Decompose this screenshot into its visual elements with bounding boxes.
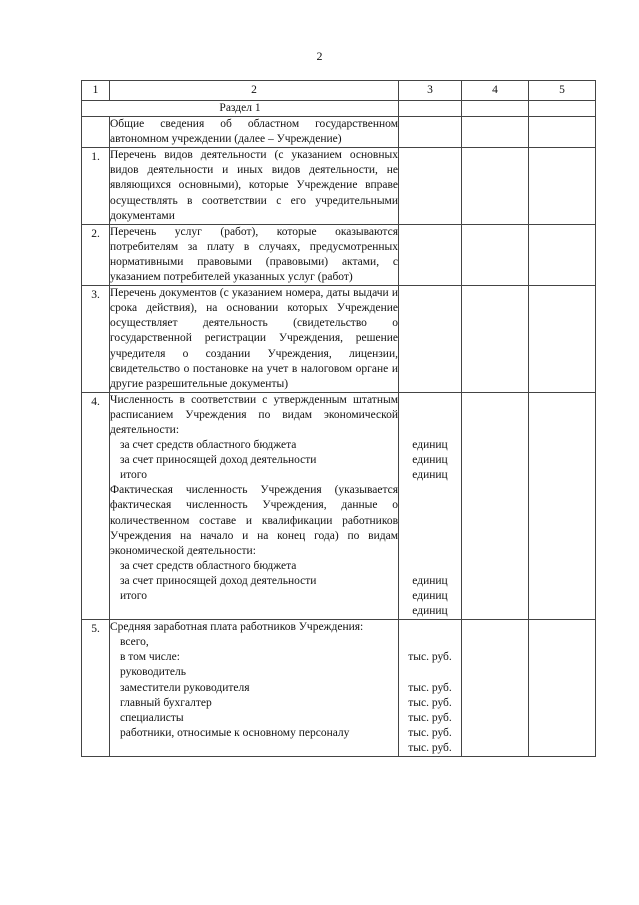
item-label: за счет приносящей доход деятельности: [120, 574, 317, 587]
table-row: [82, 286, 596, 393]
report-table: [81, 80, 596, 757]
row-number: 4.: [91, 395, 100, 408]
item-label: в том числе:: [120, 651, 180, 664]
unit-label: единиц: [412, 590, 448, 602]
item-label: за счет средств областного бюджета: [120, 439, 297, 452]
section-title: Раздел 1: [82, 101, 399, 117]
row-intro-secondary: Фактическая численность Учреждения (указывается фактическая численность Учреждения, данные о количественном составе и квалификации работников Учреждения на начало и на конец года) по видам экономической деятельности:: [110, 484, 398, 557]
column-header: 3: [399, 81, 462, 101]
table-row: [82, 392, 596, 619]
general-info-text: Общие сведения об областном государственном автономном учреждении (далее – Учреждение): [110, 117, 399, 148]
table-row: [82, 620, 596, 757]
row-intro: Средняя заработная плата работников Учреждения:: [110, 621, 364, 634]
column-header: 1: [82, 81, 110, 101]
item-label: главный бухгалтер: [120, 696, 212, 709]
header-row: [82, 81, 596, 101]
row-text: Перечень услуг (работ), которые оказываются потребителям за плату в случаях, предусмотренных нормативными правовыми (правовыми) актами, с указанием потребителей указанных услуг (работ): [110, 224, 399, 285]
item-label: заместители руководителя: [120, 681, 250, 694]
unit-label: тыс. руб.: [408, 726, 452, 739]
unit-label: единиц: [412, 469, 448, 482]
general-info-row: [82, 117, 596, 148]
unit-label: тыс. руб.: [408, 711, 452, 724]
section-row: [82, 101, 596, 117]
unit-label: единиц: [412, 454, 448, 467]
column-header: 4: [462, 81, 529, 101]
item-label: итого: [120, 469, 147, 482]
row-number: 1.: [91, 151, 100, 164]
item-label: за счет средств областного бюджета: [120, 559, 297, 572]
item-label: руководитель: [120, 666, 186, 679]
unit-label: тыс. руб.: [408, 651, 452, 664]
row-number: 3.: [91, 289, 100, 302]
unit-label: единиц: [412, 605, 448, 618]
page-number: 2: [316, 49, 323, 63]
item-label: за счет приносящей доход деятельности: [120, 454, 317, 467]
unit-label: тыс. руб.: [408, 681, 452, 694]
unit-label: единиц: [412, 439, 448, 452]
unit-label: тыс. руб.: [408, 696, 452, 709]
item-label: работники, относимые к основному персоналу: [120, 726, 350, 739]
column-header: 2: [110, 81, 399, 101]
item-label: специалисты: [120, 711, 184, 724]
unit-label: единиц: [412, 574, 448, 587]
table-row: [82, 224, 596, 285]
item-label: всего,: [120, 636, 149, 649]
unit-label: тыс. руб.: [408, 741, 452, 754]
row-number: 5.: [91, 623, 100, 636]
row-number: 2.: [91, 227, 100, 240]
row-intro: Численность в соответствии с утвержденным штатным расписанием Учреждения по видам экономической деятельности:: [110, 393, 398, 436]
column-header: 5: [529, 81, 596, 101]
item-label: итого: [120, 590, 147, 602]
row-text: Перечень видов деятельности (с указанием основных видов деятельности и иных видов деятельности, не являющихся основными), которые Учреждение вправе осуществлять в соответствии с его учредительными документами: [110, 148, 399, 224]
row-text: Перечень документов (с указанием номера, даты выдачи и срока действия), на основании которых Учреждение осуществляет деятельность (свидетельство о государственной регистрации Учреждения, решение учредителя о создании Учреждения, лицензии, свидетельство о постановке на учет в налоговом органе и другие разрешительные документы): [110, 286, 399, 393]
table-row: [82, 148, 596, 224]
